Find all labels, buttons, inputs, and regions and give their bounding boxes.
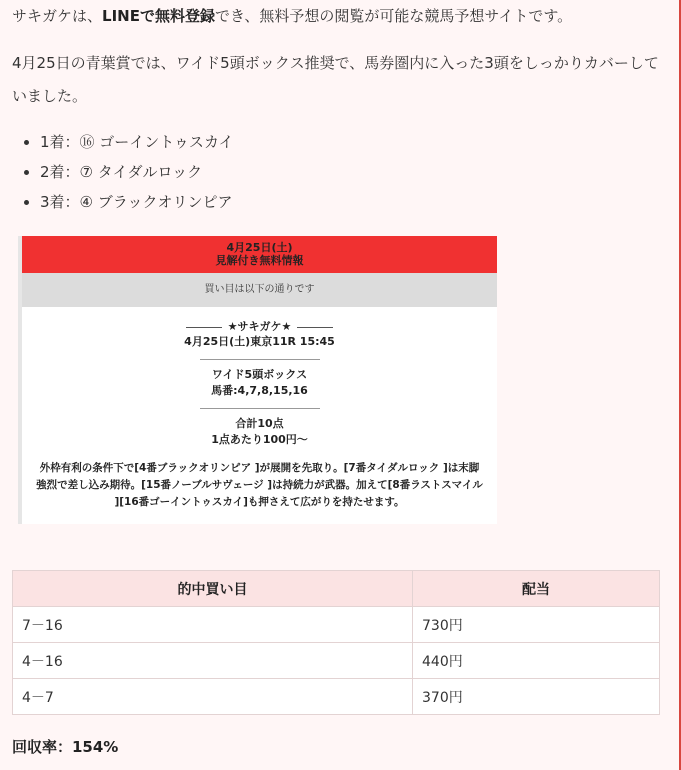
row-bet: 4－7: [13, 679, 413, 715]
brand-rule-right: [297, 327, 333, 328]
card-header-date: 4月25日(土): [226, 241, 293, 254]
row-payout: 440円: [413, 643, 660, 679]
recovery-rate: 回収率：154%: [12, 738, 119, 756]
payout-table: [12, 570, 660, 715]
result-item-2: • 2着：⑦ タイダルロック: [40, 157, 234, 187]
card-divider-2: [200, 408, 320, 409]
row-payout: 370円: [413, 679, 660, 715]
result-item-3: • 3着：④ ブラックオリンピア: [40, 187, 234, 217]
intro-text-2: でき、無料予想の閲覧が可能な競馬予想サイトです。: [214, 7, 573, 25]
card-bet-type: ワイド5頭ボックス: [211, 368, 308, 381]
card-total-points: 合計10点: [235, 417, 284, 430]
intro-paragraph: [12, 0, 572, 33]
card-header-title: 見解付き無料情報: [215, 254, 304, 267]
card-subheader: 買い目は以下の通りです: [22, 273, 497, 307]
table-header-row: [13, 571, 660, 607]
row-payout: 730円: [413, 607, 660, 643]
card-race-info: 4月25日(土)東京11R 15:45: [184, 335, 335, 348]
header-hit-bets: 的中買い目: [13, 571, 413, 607]
table-row: [13, 607, 660, 643]
header-payout: 配当: [413, 571, 660, 607]
row-bet: 7－16: [13, 607, 413, 643]
race-results-list: [12, 127, 234, 217]
card-horse-numbers: 馬番:4,7,8,15,16: [211, 384, 308, 397]
summary-paragraph: 4月25日の青葉賞では、ワイド5頭ボックス推奨で、馬券圏内に入った3頭をしっかりカバーしていました。: [12, 54, 659, 105]
brand-rule-left: [186, 327, 222, 328]
table-row: [13, 643, 660, 679]
card-brand-line: [22, 320, 497, 334]
card-header: [22, 236, 497, 273]
intro-bold-text: LINEで無料登録: [102, 7, 215, 25]
row-bet: 4－16: [13, 643, 413, 679]
card-comment: 外枠有利の条件下で[4番ブラックオリンピア ]が展開を先取り。[7番タイダルロック ]は末脚強烈で差し込み期待。[15番ノーブルサヴェージ ]は持続力が武器。加えて[8番ラストスマイル ][16番ゴーイントゥスカイ]も押さえて広がりを持たせます。: [36, 462, 483, 508]
card-body: [22, 320, 497, 511]
card-divider-1: [200, 359, 320, 360]
free-info-card-image: [18, 236, 497, 524]
intro-text-1: サキガケは、: [12, 7, 103, 25]
card-brand: ★サキガケ★: [227, 320, 292, 333]
result-item-1: • 1着：⑯ ゴーイントゥスカイ: [40, 127, 234, 157]
table-row: [13, 679, 660, 715]
card-per-point: 1点あたり100円～: [211, 433, 308, 446]
